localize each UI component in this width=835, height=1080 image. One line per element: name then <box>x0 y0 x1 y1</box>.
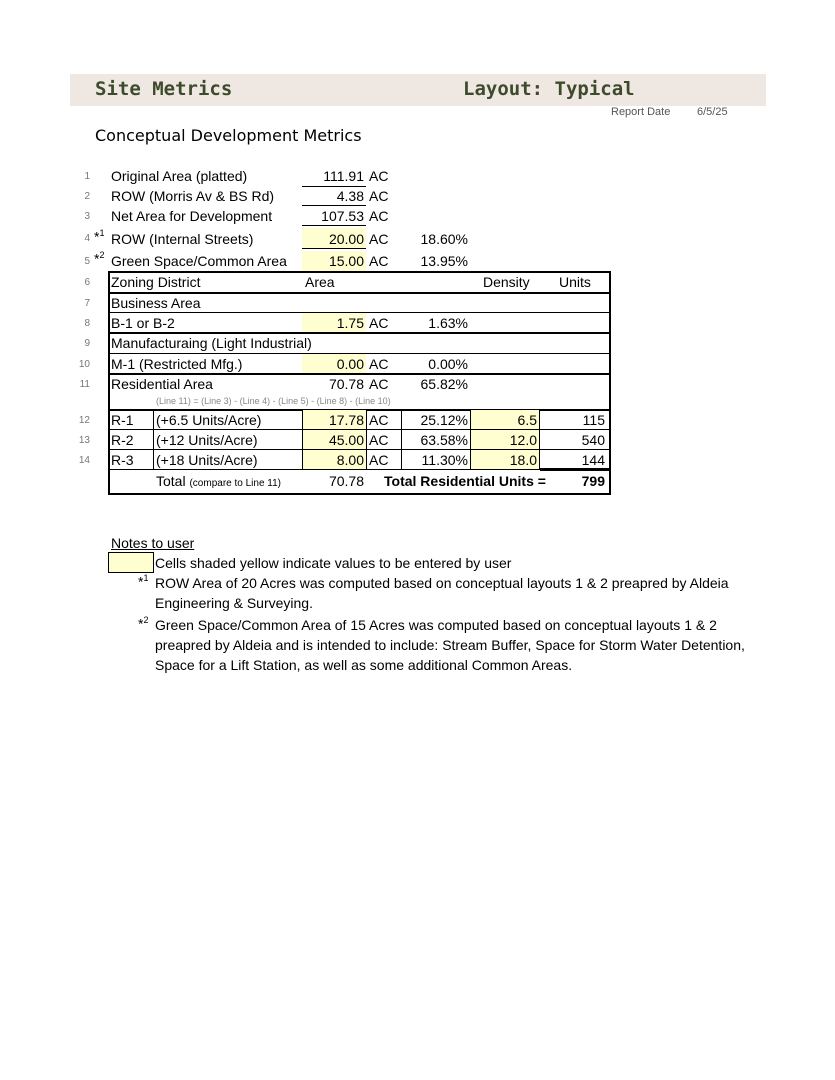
divider <box>302 186 366 187</box>
divider <box>302 225 366 226</box>
formula-note: (Line 11) = (Line 3) - (Line 4) - (Line 5) - (Line 8) - (Line 10) <box>156 396 391 406</box>
zone-area: 45.00 <box>328 432 364 448</box>
section-title: Conceptual Development Metrics <box>95 126 362 145</box>
row-label-original-area: Original Area (platted) <box>111 168 248 184</box>
legend-swatch <box>108 552 154 573</box>
footnote-marker: *$^2$ <box>138 615 149 632</box>
zone-description: (+18 Units/Acre) <box>156 452 258 468</box>
zone-pct: 63.58% <box>420 432 468 448</box>
pct-green-space: 13.95% <box>420 253 468 269</box>
divider <box>108 332 611 334</box>
line-number: 10 <box>78 359 90 370</box>
divider <box>108 373 611 375</box>
value-original-area: 111.91 <box>323 168 364 184</box>
zone-code: R-1 <box>111 412 134 428</box>
zone-pct: 11.30% <box>421 452 468 468</box>
label-m1: M-1 (Restricted Mfg.) <box>111 356 243 372</box>
line-number: 8 <box>84 318 90 329</box>
header-density: Density <box>483 274 530 290</box>
unit-label: AC <box>369 231 389 247</box>
note-2-line-2: preapred by Aldeia and is intended to include: Stream Buffer, Space for Storm Water Detention, <box>155 637 745 653</box>
unit-label: AC <box>369 253 389 269</box>
line-number: 14 <box>78 455 90 466</box>
divider <box>108 469 611 470</box>
unit-label: AC <box>369 188 389 204</box>
header-units: Units <box>559 274 591 290</box>
line-number: 7 <box>84 298 90 309</box>
divider <box>302 205 366 206</box>
divider <box>302 248 366 249</box>
zone-pct: 25.12% <box>420 412 468 428</box>
row-label-row-internal: ROW (Internal Streets) <box>111 231 254 247</box>
line-number: 9 <box>84 338 90 349</box>
label-manufacturing: Manufacturaing (Light Industrial) <box>111 335 312 351</box>
note-1-line-1: ROW Area of 20 Acres was computed based on conceptual layouts 1 & 2 preapred by Aldeia <box>155 575 729 591</box>
unit-label: AC <box>369 376 389 392</box>
layout-label: Layout: Typical <box>463 78 635 100</box>
column-divider <box>366 410 367 470</box>
zone-area: 17.78 <box>328 412 364 428</box>
notes-heading: Notes to user <box>111 535 195 551</box>
value-b1-b2: 1.75 <box>336 315 364 331</box>
zone-description: (+12 Units/Acre) <box>156 432 258 448</box>
total-double-line <box>540 468 609 471</box>
footnote-marker: *$^2$ <box>94 250 105 267</box>
unit-label: AC <box>369 356 389 372</box>
unit-label: AC <box>369 432 389 448</box>
pct-row-internal: 18.60% <box>420 231 468 247</box>
zone-area: 8.00 <box>336 452 364 468</box>
value-row-morris: 4.38 <box>336 188 364 204</box>
pct-m1: 0.00% <box>428 356 468 372</box>
zone-units: 540 <box>581 432 605 448</box>
zone-code: R-2 <box>111 432 134 448</box>
unit-label: AC <box>369 412 389 428</box>
column-divider <box>470 410 471 470</box>
pct-residential-area: 65.82% <box>420 376 468 392</box>
line-number: 6 <box>84 277 90 288</box>
label-business-area: Business Area <box>111 295 201 311</box>
column-divider <box>539 410 540 470</box>
line-number: 12 <box>78 415 90 426</box>
divider <box>108 292 611 294</box>
footnote-marker: *$^1$ <box>94 228 105 245</box>
unit-label: AC <box>369 315 389 331</box>
total-units-label: Total Residential Units = <box>384 473 546 489</box>
zone-code: R-3 <box>111 452 134 468</box>
total-units-value: 799 <box>581 473 605 489</box>
unit-label: AC <box>369 452 389 468</box>
line-number: 5 <box>84 256 90 267</box>
line-number: 2 <box>84 191 90 202</box>
line-number: 13 <box>78 435 90 446</box>
note-1-line-2: Engineering & Surveying. <box>155 595 313 611</box>
value-m1: 0.00 <box>336 356 364 372</box>
label-b1-b2: B-1 or B-2 <box>111 315 175 331</box>
report-date-value: 6/5/25 <box>697 106 728 118</box>
zone-description: (+6.5 Units/Acre) <box>156 412 262 428</box>
header-zoning-district: Zoning District <box>111 274 201 290</box>
zone-density: 6.5 <box>517 412 537 428</box>
line-number: 11 <box>79 379 90 390</box>
zone-units: 144 <box>581 452 605 468</box>
value-row-internal: 20.00 <box>328 231 364 247</box>
note-2-line-1: Green Space/Common Area of 15 Acres was computed based on conceptual layouts 1 & 2 <box>155 617 717 633</box>
pct-b1-b2: 1.63% <box>428 315 468 331</box>
line-number: 3 <box>84 211 90 222</box>
row-label-green-space: Green Space/Common Area <box>111 253 287 269</box>
page-title: Site Metrics <box>95 78 233 100</box>
zone-density: 18.0 <box>509 452 537 468</box>
value-net-area: 107.53 <box>321 208 364 224</box>
total-value: 70.78 <box>328 473 364 489</box>
report-date-label: Report Date <box>611 106 671 118</box>
column-divider <box>401 410 402 470</box>
value-residential-area: 70.78 <box>328 376 364 392</box>
value-green-space: 15.00 <box>328 253 364 269</box>
column-divider <box>302 410 303 470</box>
label-residential-area: Residential Area <box>111 376 213 392</box>
header-area: Area <box>305 274 335 290</box>
row-label-row-morris: ROW (Morris Av & BS Rd) <box>111 188 275 204</box>
footnote-marker: *$^1$ <box>138 573 149 590</box>
line-number: 1 <box>84 171 90 182</box>
note-2-line-3: Space for a Lift Station, as well as some additional Common Areas. <box>155 657 573 673</box>
unit-label: AC <box>369 208 389 224</box>
legend-text: Cells shaded yellow indicate values to be entered by user <box>155 555 512 571</box>
unit-label: AC <box>369 168 389 184</box>
column-divider <box>153 410 154 470</box>
zone-density: 12.0 <box>509 432 537 448</box>
zone-units: 115 <box>582 412 605 428</box>
row-label-net-area: Net Area for Development <box>111 208 273 224</box>
total-label: Total (compare to Line 11) <box>156 473 281 489</box>
line-number: 4 <box>84 233 90 244</box>
